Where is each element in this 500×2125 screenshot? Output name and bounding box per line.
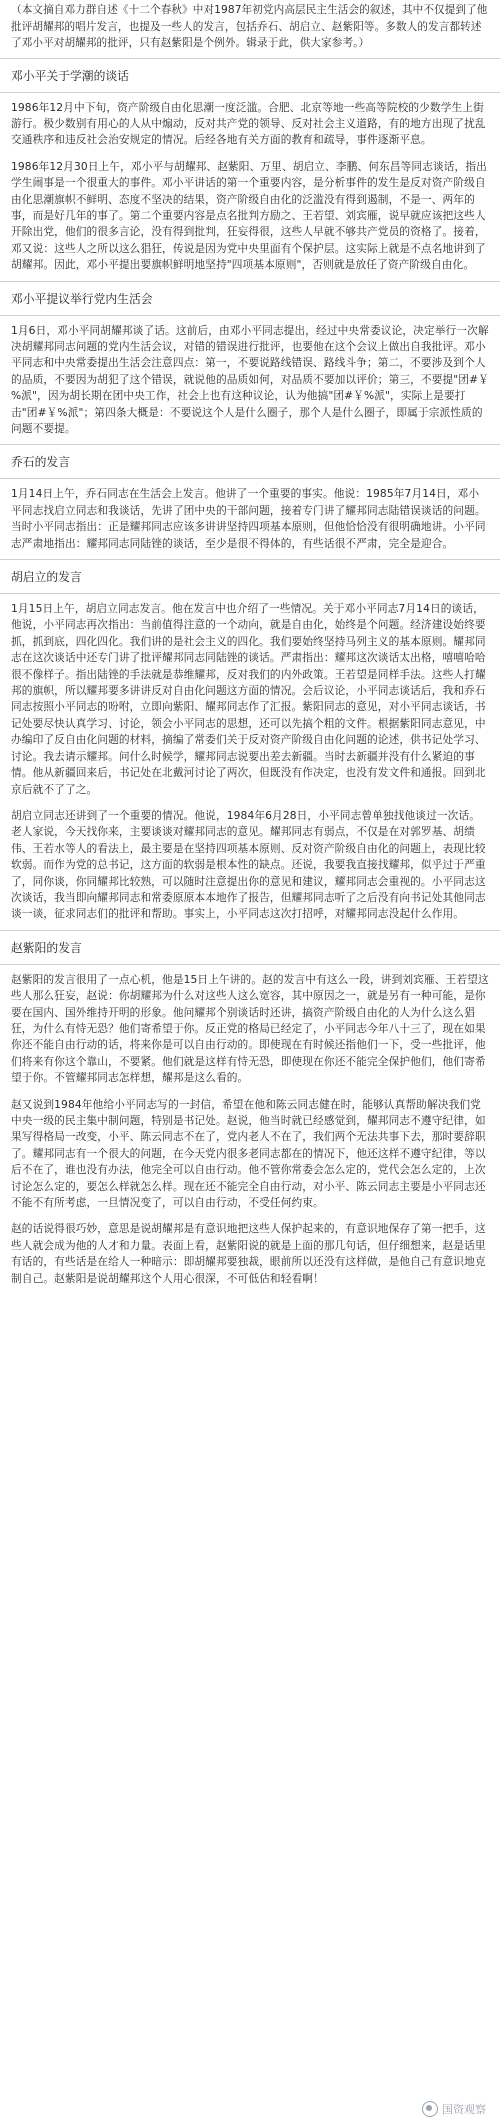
wechat-logo-icon: [422, 2101, 438, 2117]
paragraph: 1月15日上午，胡启立同志发言。他在发言中也介绍了一些情况。关于邓小平同志7月14日的谈话，他说，小平同志再次指出：当前值得注意的一个动向，就是自由化，始终是个问题。经济建设始终要抓，抓到底，四化四化。我们讲的是社会主义的四化。我们要始终坚持马列主义的基本原则。耀邦同志在这次谈话中还专门讲了批评耀邦同志同陆锉的谈话。严肃指出：耀邦这次谈话太出格，嘻嘻哈哈很不像样子。指出陆锉的手法就是恭维耀邦，反对我们的内外政策。王若望是同样手法。这些人打耀邦的旗帜，所以耀邦要多讲讲反对自由化问题这方面的情况。会后议论，小平同志谈话后，我和乔石同志按照小平同志的吩咐，立即向紫阳、耀邦同志作了汇报。紫阳同志的意见，对小平同志谈话，书记处要尽快认真学习、讨论，领会小平同志的思想，还可以先搞个粗的文件。根据紫阳同志意见，中办编印了反自由化问题的材料，摘编了常委们关于反对资产阶级自由化问题的论述，供书记处学习、讨论。我去请示耀邦。问什么时候学，耀邦同志说要出差去新疆。当时去新疆并没有什么紧迫的事情。他从新疆回来后，书记处在北戴河讨论了两次，但既没有作决定，也没有发文件和通报。回到北京后就不了了之。: [11, 602, 486, 796]
section-deng-student-movement: [0, 59, 500, 274]
paragraph: 1月14日上午，乔石同志在生活会上发言。他讲了一个重要的事实。他说：1985年7月14日，邓小平同志找启立同志和我谈话，先讲了团中央的干部问题，接着专门讲了耀邦同志陆错误谈话的问题。当时小平同志指出：正是耀邦同志应该多讲讲坚持四项基本原则，但他恰恰没有很明确地讲。小平同志严肃地指出：耀邦同志同陆锉的谈话，至少是很不得体的，有些话很不严肃，完全是迎合。: [11, 487, 486, 550]
paragraph: 1986年12月30日上午，邓小平与胡耀邦、赵紫阳、万里、胡启立、李鹏、何东昌等同志谈话，指出学生闹事是一个很重大的事件。邓小平讲话的第一个重要内容，是分析事件的发生是反对资产阶级自由化思潮旗帜不鲜明、态度不坚决的结果，资产阶级自由化的泛滥没有得到遏制，不是一、两年的事，而是好几年的事了。第二个重要内容是点名批判方励之、王若望、刘宾雁，说早就应该把这些人开除出党，他们的很多言论，没有得到批判，狂妄得很，这些人早就不够共产党员的资格了。接着，邓又说：这些人之所以这么猖狂，传说是因为党中央里面有个保护层。这实际上就是不点名地讲到了胡耀邦。因此，邓小平提出要旗帜鲜明地坚持"四项基本原则"，否则就是放任了资产阶级自由化。: [11, 159, 487, 272]
section-heading: 胡启立的发言: [11, 570, 82, 585]
paragraph: 1月6日，邓小平同胡耀邦谈了话。这前后，由邓小平同志提出，经过中央常委议论，决定举行一次解决胡耀邦同志问题的党内生活会议，对错的错误进行批评，也要他在这个会议上做出自我批评。邓小平同志和中央常委提出生活会注意四点：第一，不要说路线错误、路线斗争；第二，不要涉及到个人的品质，不要因为胡犯了这个错误，就说他的品质如何，对品质不要加以评价；第三，不要提"团#￥%派"，因为胡长期在团中央工作，社会上也有这种议论，认为他搞"团#￥%派"，实际上是要打击"团#￥%派"；第四条大概是：不要说这个人是什么圈子，那个人是什么圈子，即属于宗派性质的问题不要提。: [11, 323, 489, 435]
section-deng-life-meeting: [0, 282, 500, 438]
divider: [0, 478, 500, 479]
watermark: [422, 2101, 486, 2117]
divider: [0, 92, 500, 93]
section-qiao-shi: [0, 445, 500, 552]
paragraph: 赵又说到1984年他给小平同志写的一封信，希望在他和陈云同志健在时，能够认真帮助解决我们党中央一级的民主集中制问题，特别是书记处。赵说，他当时就已经感觉到，耀邦同志不遵守纪律，如果写得格局一改变，小平、陈云同志不在了，党内老人不在了，我们两个无法共事下去，那时要辞职了。耀邦同志有一个很大的问题，在今天党内很多老同志都在的情况下，他还这样不遵守纪律，等以后不在了，谁也没有办法，他完全可以自由行动。他不管你常委会怎么定的，党代会怎么定的，上次讨论怎么定的，要怎么样就怎么样。现在还不能完全自由行动，对小平、陈云同志主要是小平同志还不能不有所考虑，一旦情况变了，可以自由行动，不受任何约束。: [11, 1097, 486, 1210]
section-heading: 乔石的发言: [11, 455, 70, 470]
divider: [0, 593, 500, 594]
section-heading: 赵紫阳的发言: [11, 940, 82, 955]
watermark-text: 国资观察: [442, 2103, 486, 2116]
paragraph: 胡启立同志还讲到了一个重要的情况。他说，1984年6月28日，小平同志曾单独找他谈过一次话。老人家说，今天找你来，主要谈谈对耀邦同志的意见。耀邦同志有弱点，不仅是在对郭罗基、胡绩伟、王若水等人的看法上，最主要是在坚持四项基本原则、反对资产阶级自由化的问题上，表现比较软弱。而作为党的总书记，这方面的软弱是根本性的缺点。还说，我要我直接找耀邦，似乎过于严重了，同你谈，你同耀邦比较熟，可以随时注意提出你的意见和建议，耀邦同志会重视的。小平同志这次谈话，我当即向耀邦同志和常委原原本本地作了报告，但耀邦同志听了之后没有向书记处其他同志谈一谈，征求同志们的批评和帮助。事实上，小平同志这次打招呼，对耀邦同志没起什么作用。: [11, 808, 486, 921]
section-zhao-ziyang: [0, 931, 500, 1287]
divider: [0, 315, 500, 316]
divider: [0, 964, 500, 965]
paragraph: 1986年12月中下旬，资产阶级自由化思潮一度泛滥。合肥、北京等地一些高等院校的少数学生上街游行。极少数别有用心的人从中煽动，反对共产党的领导、反对社会主义道路，有的地方出现了扰乱交通秩序和违反社会治安规定的情况。后经各地有关方面的教育和疏导，事件逐渐平息。: [11, 100, 486, 147]
paragraph: 赵的话说得很巧妙，意思是说胡耀邦是有意识地把这些人保护起来的，有意识地保存了第一把手，这些人就会成为他的人才和力量。表面上看，赵紫阳说的就是上面的那几句话，但仔细想来，赵是话里有话的，有些话是在给人一种暗示：即胡耀邦要独裁，眼前所以还没有这样做，是他自己有意识地克制自己。赵紫阳是说胡耀邦这个人用心很深，不可低估和轻看啊！: [11, 1222, 486, 1285]
intro-paragraph: （本文摘自邓力群自述《十二个春秋》中对1987年初党内高层民主生活会的叙述，其中不仅提到了他批评胡耀邦的唱片发言，也提及一些人的发言，包括乔石、胡启立、赵紫阳等。多数人的发言都转述了邓小平对胡耀邦的批评，只有赵紫阳是个例外。辑录于此，供大家参考。）: [11, 4, 488, 49]
section-heading: 邓小平提议举行党内生活会: [11, 291, 153, 306]
section-hu-qili: [0, 560, 500, 923]
paragraph: 赵紫阳的发言很用了一点心机，他是15日上午讲的。赵的发言中有这么一段，讲到刘宾雁、王若望这些人那么狂妄，赵说：你胡耀邦为什么对这些人这么宽容，其中原因之一，就是另有一种可能，是你要在国内、国外维持开明的形象。他问耀邦个别谈话时还讲，搞资产阶级自由化的人为什么这么猖狂，为什么有恃无恐？他们寄希望于你。反正党的格局已经定了，小平同志今年八十三了，现在如果你还不能自由行动的话，将来你是可以自由行动的。即使现在有时候还指他们一下，受一些批评，他们将来有你这个靠山，不要紧。他们就是这样有恃无恐，即使现在你还不能完全保护他们，他们寄希望于你。不管耀邦同志怎样想，耀邦是这么看的。: [11, 972, 489, 1085]
section-heading: 邓小平关于学潮的谈话: [11, 68, 129, 83]
intro-block: [0, 0, 500, 52]
